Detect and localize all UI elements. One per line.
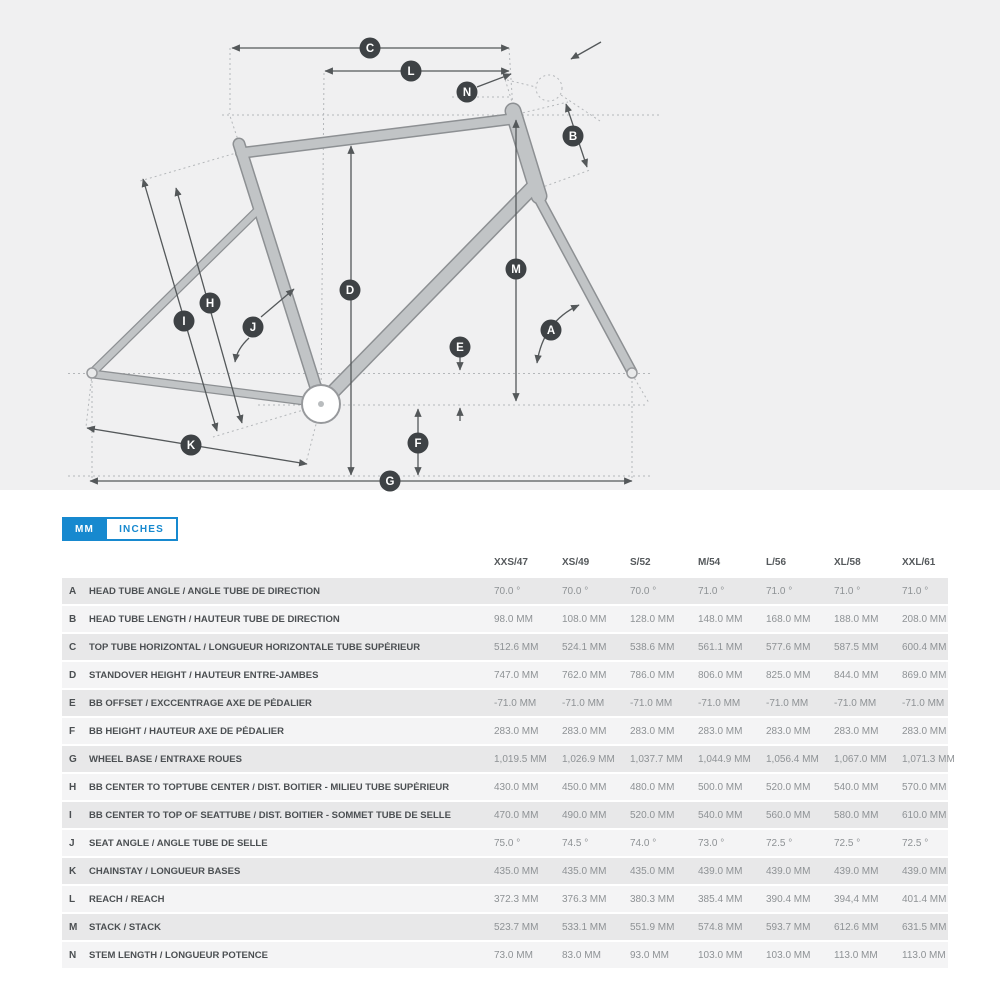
row-label: REACH / REACH [89, 893, 165, 905]
row-value: 540.0 MM [698, 809, 743, 821]
row-value: 401.4 MM [902, 893, 947, 905]
row-value: 500.0 MM [698, 781, 743, 793]
row-value: 113.0 MM [834, 949, 878, 961]
size-column-header: XXL/61 [902, 556, 936, 568]
row-value: 1,037.7 MM [630, 753, 683, 765]
row-value: 148.0 MM [698, 613, 743, 625]
row-value: 394,4 MM [834, 893, 879, 905]
geometry-row-A [62, 578, 948, 604]
svg-text:C: C [365, 43, 375, 55]
row-value: 551.9 MM [630, 921, 675, 933]
row-value: 1,019.5 MM [494, 753, 547, 765]
seat-stay [93, 212, 256, 372]
dimension-arrows [87, 42, 632, 481]
row-value: 430.0 MM [494, 781, 539, 793]
geometry-row-L [62, 886, 948, 912]
row-value: 72.5 ° [834, 837, 861, 849]
row-label: SEAT ANGLE / ANGLE TUBE DE SELLE [89, 837, 268, 849]
row-letter: J [69, 837, 75, 849]
row-value: 376.3 MM [562, 893, 607, 905]
geometry-row-F [62, 718, 948, 744]
dimension-badge-H [200, 293, 221, 314]
dimension-badge-C [360, 38, 381, 59]
row-value: 524.1 MM [562, 641, 607, 653]
row-value: 380.3 MM [630, 893, 675, 905]
row-value: 283.0 MM [698, 725, 743, 737]
row-letter: F [69, 725, 76, 737]
rear-dropout [87, 368, 97, 378]
row-value: 480.0 MM [630, 781, 675, 793]
row-value: 570.0 MM [902, 781, 947, 793]
unit-toggle [62, 517, 178, 541]
svg-text:L: L [407, 66, 415, 78]
row-value: 93.0 MM [630, 949, 669, 961]
row-value: 439.0 MM [766, 865, 811, 877]
svg-text:D: D [345, 285, 355, 297]
dimension-badge-M [506, 259, 527, 280]
row-value: 71.0 ° [766, 585, 793, 597]
row-value: -71.0 MM [630, 697, 673, 709]
row-value: 439.0 MM [834, 865, 879, 877]
row-value: 490.0 MM [562, 809, 607, 821]
svg-text:I: I [182, 316, 186, 328]
row-label: STEM LENGTH / LONGUEUR POTENCE [89, 949, 268, 961]
row-value: 70.0 ° [494, 585, 521, 597]
row-value: 113.0 MM [902, 949, 946, 961]
row-value: 470.0 MM [494, 809, 539, 821]
row-value: 580.0 MM [834, 809, 879, 821]
row-letter: K [69, 865, 77, 877]
geometry-row-M [62, 914, 948, 940]
size-column-header: M/54 [698, 556, 721, 568]
row-value: 450.0 MM [562, 781, 607, 793]
geometry-row-B [62, 606, 948, 632]
dimension-badge-K [181, 435, 202, 456]
row-value: 1,056.4 MM [766, 753, 819, 765]
row-value: 372.3 MM [494, 893, 539, 905]
row-value: 168.0 MM [766, 613, 811, 625]
row-value: 188.0 MM [834, 613, 879, 625]
bottom-bracket-center [318, 401, 324, 407]
size-column-header: S/52 [630, 556, 651, 568]
row-label: TOP TUBE HORIZONTAL / LONGUEUR HORIZONTALE TUBE SUPÉRIEUR [89, 641, 421, 653]
row-value: 540.0 MM [834, 781, 879, 793]
geometry-row-C [62, 634, 948, 660]
row-value: 103.0 MM [766, 949, 811, 961]
row-value: 103.0 MM [698, 949, 743, 961]
row-value: 283.0 MM [834, 725, 879, 737]
svg-text:A: A [546, 325, 556, 337]
row-value: 1,044.9 MM [698, 753, 751, 765]
row-label: HEAD TUBE LENGTH / HAUTEUR TUBE DE DIRECTION [89, 613, 340, 625]
inches-toggle-button[interactable]: INCHES [107, 517, 178, 541]
row-value: 538.6 MM [630, 641, 675, 653]
row-value: 762.0 MM [562, 669, 607, 681]
row-value: 574.8 MM [698, 921, 743, 933]
row-label: BB CENTER TO TOPTUBE CENTER / DIST. BOITIER - MILIEU TUBE SUPÉRIEUR [89, 781, 450, 793]
row-letter: G [69, 753, 77, 765]
geometry-row-I [62, 802, 948, 828]
stem-spacer-circle [536, 75, 562, 101]
row-value: 523.7 MM [494, 921, 539, 933]
row-value: 72.5 ° [902, 837, 929, 849]
row-letter: M [69, 921, 78, 933]
row-value: 208.0 MM [902, 613, 947, 625]
svg-text:B: B [568, 131, 578, 143]
row-letter: L [69, 893, 76, 905]
svg-text:H: H [205, 298, 215, 310]
row-letter: D [69, 669, 77, 681]
dimension-badge-D [340, 280, 361, 301]
row-letter: I [69, 809, 72, 821]
row-value: 108.0 MM [562, 613, 607, 625]
row-value: 74.5 ° [562, 837, 589, 849]
row-label: STACK / STACK [89, 921, 161, 933]
dimension-badge-F [408, 433, 429, 454]
row-value: 83.0 MM [562, 949, 601, 961]
geometry-row-H [62, 774, 948, 800]
bike-geometry-diagram [0, 0, 1000, 490]
row-letter: A [69, 585, 77, 597]
row-label: BB OFFSET / EXCCENTRAGE AXE DE PÉDALIER [89, 697, 312, 709]
svg-text:E: E [456, 342, 464, 354]
row-value: -71.0 MM [698, 697, 741, 709]
row-label: BB HEIGHT / HAUTEUR AXE DE PÉDALIER [89, 725, 284, 737]
size-column-header: XXS/47 [494, 556, 528, 568]
row-value: 71.0 ° [698, 585, 725, 597]
dim-arc-J [235, 338, 249, 362]
row-letter: B [69, 613, 77, 625]
geometry-row-K [62, 858, 948, 884]
row-value: 283.0 MM [562, 725, 607, 737]
row-value: 439.0 MM [698, 865, 743, 877]
dimension-badge-A [541, 320, 562, 341]
row-value: 560.0 MM [766, 809, 811, 821]
row-value: 593.7 MM [766, 921, 811, 933]
geometry-row-N [62, 942, 948, 968]
row-value: 520.0 MM [630, 809, 675, 821]
dimension-badge-N [457, 82, 478, 103]
row-value: 806.0 MM [698, 669, 743, 681]
row-value: -71.0 MM [834, 697, 877, 709]
row-value: 825.0 MM [766, 669, 811, 681]
row-value: 283.0 MM [902, 725, 947, 737]
size-column-header: L/56 [766, 556, 787, 568]
row-letter: H [69, 781, 77, 793]
row-letter: C [69, 641, 77, 653]
row-value: 435.0 MM [494, 865, 539, 877]
geometry-row-D [62, 662, 948, 688]
table-header-row [62, 551, 948, 573]
front-dropout [627, 368, 637, 378]
geometry-row-J [62, 830, 948, 856]
row-value: 631.5 MM [902, 921, 947, 933]
row-value: 73.0 ° [698, 837, 725, 849]
dimension-badge-I [174, 311, 195, 332]
row-value: 435.0 MM [562, 865, 607, 877]
row-value: 75.0 ° [494, 837, 521, 849]
row-value: 71.0 ° [902, 585, 929, 597]
svg-text:M: M [511, 264, 521, 276]
svg-text:K: K [186, 440, 196, 452]
row-value: 561.1 MM [698, 641, 743, 653]
row-value: 533.1 MM [562, 921, 607, 933]
fork [538, 197, 632, 372]
stem-pointer [571, 42, 601, 59]
dimension-badge-J [243, 317, 264, 338]
table-body [62, 578, 955, 968]
row-value: -71.0 MM [902, 697, 945, 709]
row-value: 1,067.0 MM [834, 753, 887, 765]
row-value: 98.0 MM [494, 613, 533, 625]
row-value: 128.0 MM [630, 613, 675, 625]
size-column-header: XL/58 [834, 556, 861, 568]
row-label: STANDOVER HEIGHT / HAUTEUR ENTRE-JAMBES [89, 669, 319, 681]
dimension-badge-E [450, 337, 471, 358]
row-value: 435.0 MM [630, 865, 675, 877]
dimension-badge-B [563, 126, 584, 147]
geometry-row-G [62, 746, 955, 772]
row-value: 512.6 MM [494, 641, 539, 653]
row-value: 869.0 MM [902, 669, 947, 681]
row-value: 600.4 MM [902, 641, 947, 653]
row-value: 844.0 MM [834, 669, 879, 681]
row-value: -71.0 MM [562, 697, 605, 709]
head-tube [513, 111, 539, 196]
geometry-table [62, 551, 955, 970]
row-value: 520.0 MM [766, 781, 811, 793]
row-value: 283.0 MM [494, 725, 539, 737]
row-label: CHAINSTAY / LONGUEUR BASES [89, 865, 241, 877]
row-value: 71.0 ° [834, 585, 861, 597]
row-value: 385.4 MM [698, 893, 743, 905]
row-value: 70.0 ° [630, 585, 657, 597]
row-value: 612.6 MM [834, 921, 879, 933]
seat-tube [239, 144, 321, 404]
svg-text:N: N [462, 87, 472, 99]
chain-stay [93, 374, 320, 403]
svg-text:F: F [414, 438, 422, 450]
svg-text:J: J [249, 322, 257, 334]
row-value: 786.0 MM [630, 669, 675, 681]
mm-toggle-button[interactable]: MM [62, 517, 107, 541]
row-letter: E [69, 697, 76, 709]
top-tube [241, 119, 512, 153]
dimension-badge-G [380, 471, 401, 492]
row-value: 283.0 MM [766, 725, 811, 737]
row-value: 1,026.9 MM [562, 753, 615, 765]
row-value: 74.0 ° [630, 837, 657, 849]
row-label: BB CENTER TO TOP OF SEATTUBE / DIST. BOITIER - SOMMET TUBE DE SELLE [89, 809, 451, 821]
row-value: -71.0 MM [766, 697, 809, 709]
row-value: 439.0 MM [902, 865, 947, 877]
dimension-badge-L [401, 61, 422, 82]
svg-text:G: G [385, 476, 395, 488]
row-value: 577.6 MM [766, 641, 811, 653]
row-value: 747.0 MM [494, 669, 539, 681]
row-letter: N [69, 949, 77, 961]
row-value: 72.5 ° [766, 837, 793, 849]
row-label: WHEEL BASE / ENTRAXE ROUES [89, 753, 242, 765]
row-value: 587.5 MM [834, 641, 879, 653]
row-value: 610.0 MM [902, 809, 947, 821]
row-value: 70.0 ° [562, 585, 589, 597]
row-value: 283.0 MM [630, 725, 675, 737]
geometry-row-E [62, 690, 948, 716]
row-value: -71.0 MM [494, 697, 537, 709]
row-value: 390.4 MM [766, 893, 811, 905]
row-label: HEAD TUBE ANGLE / ANGLE TUBE DE DIRECTION [89, 585, 320, 597]
row-value: 73.0 MM [494, 949, 533, 961]
row-value: 1,071.3 MM [902, 753, 955, 765]
size-column-header: XS/49 [562, 556, 590, 568]
